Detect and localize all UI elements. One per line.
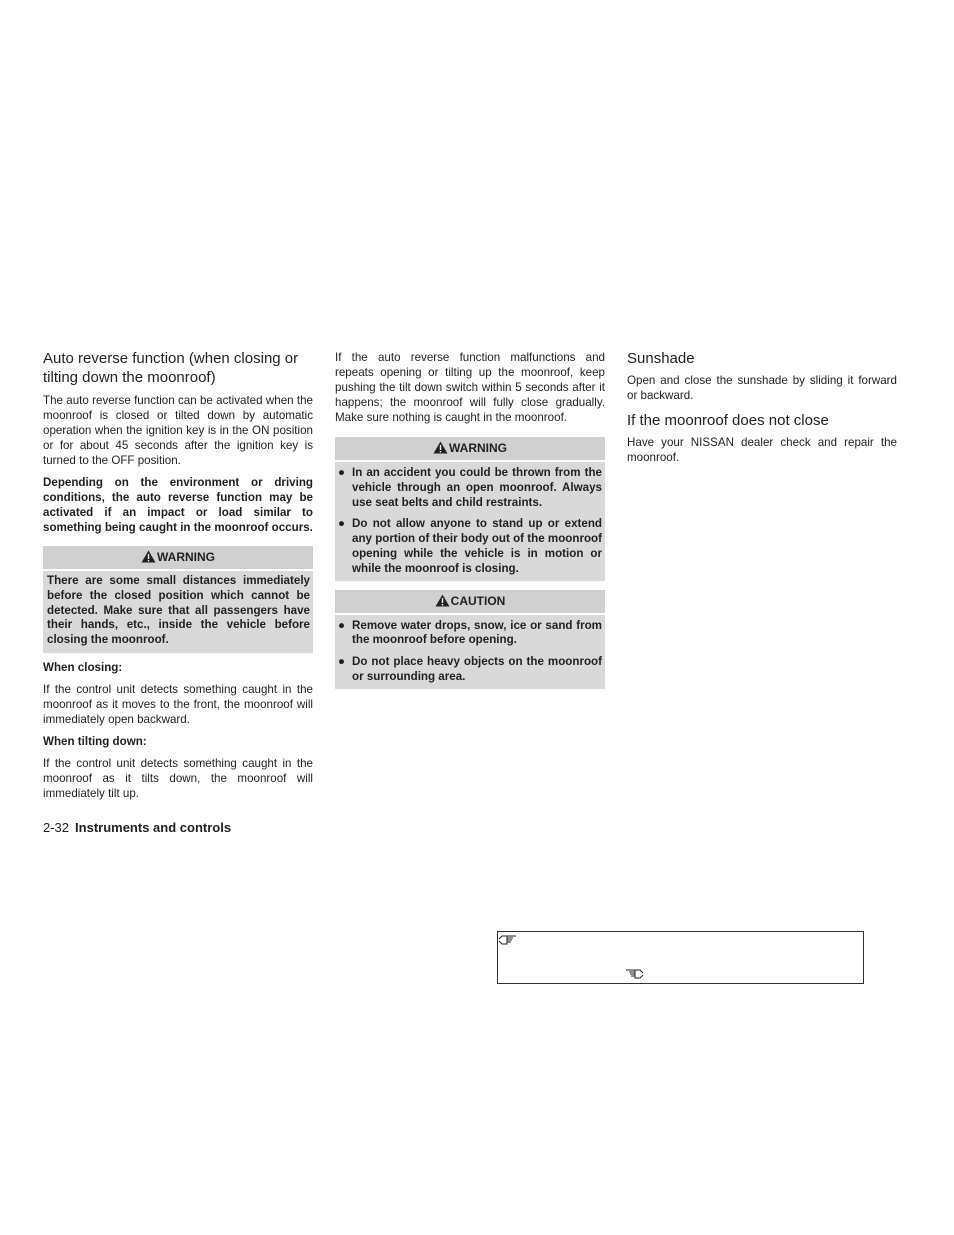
section-title: Instruments and controls [75,820,232,835]
caution-item-text: Remove water drops, snow, ice or sand from the moonroof before opening. [352,618,602,647]
when-tilting-text: If the control unit detects something caught in the moonroof as it tilts down, the moonroof will immediately tilt up. [43,756,313,800]
caution-item-text: Do not place heavy objects on the moonroof or surrounding area. [352,655,602,683]
bullet: ● [338,517,346,531]
when-tilting-label: When tilting down: [43,734,147,748]
caution-box-list [335,615,605,689]
auto-reverse-intro: The auto reverse function can be activated when the moonroof is closed or tilted down by automatic operation when the ignition key is in the ON position or for about 45 seconds after the ignition key is turned to the OFF position. [43,394,313,467]
caution-box [335,590,605,689]
warning-triangle-icon [433,441,448,454]
page-number: 2-32 [43,820,70,835]
when-closing-text: If the control unit detects something caught in the moonroof as it moves to the front, the moonroof will immediately open backward. [43,682,313,726]
list-item [335,517,602,576]
warning-box-2-list [335,462,605,581]
warning-box-1-text: There are some small distances immediately before the closed position which cannot be detected. Make sure that all passengers have their hands, etc., inside the vehicle before closing the moonroof. [47,574,310,647]
warning-item-text: In an accident you could be thrown from the vehicle through an open moonroof. Always use seat belts and child restraints. [352,466,602,509]
not-close-text: Have your NISSAN dealer check and repair the moonroof. [627,436,897,464]
sunshade-text: Open and close the sunshade by sliding it forward or backward. [627,374,897,402]
warning-item-text: Do not allow anyone to stand up or extend any portion of their body out of the moonroof opening while the vehicle is in motion or while the moonroof is closing. [352,517,602,575]
column-right [627,349,897,472]
warning-box-1-label: WARNING [157,550,215,564]
pointing-hand-icon [498,933,518,946]
column-left [43,349,313,808]
caution-box-title [335,590,605,615]
warning-box-2-label: WARNING [449,441,507,455]
auto-reverse-bold-note: Depending on the environment or driving conditions, the auto reverse function may be activated if an impact or load similar to something being caught in the moonroof occurs. [43,476,313,534]
auto-reverse-heading: Auto reverse function (when closing or tilting down the moonroof) [43,350,299,386]
warning-triangle-icon [435,594,450,607]
bullet: ● [338,655,346,669]
warning-triangle-icon [141,550,156,563]
column-middle [335,350,605,696]
malfunction-text: If the auto reverse function malfunctions and repeats opening or tilting up the moonroof, keep pushing the tilt down switch within 5 seconds after it happens; the moonroof will fully close gradually. Make sure nothing is caught in the moonroof. [335,351,605,424]
bullet: ● [338,618,346,632]
sunshade-heading: Sunshade [627,350,695,367]
list-item [335,655,602,685]
reference-box [497,931,864,984]
bullet: ● [338,466,346,479]
list-item [335,619,602,649]
warning-box-1-title [43,546,313,571]
warning-box-2 [335,437,605,581]
list-item [335,466,602,510]
warning-box-1 [43,546,313,653]
not-close-heading: If the moonroof does not close [627,412,829,429]
page-footer [43,820,231,836]
when-closing-label: When closing: [43,660,123,674]
pointing-hand-icon [624,967,644,980]
warning-box-2-title [335,437,605,462]
caution-box-label: CAUTION [450,593,506,608]
